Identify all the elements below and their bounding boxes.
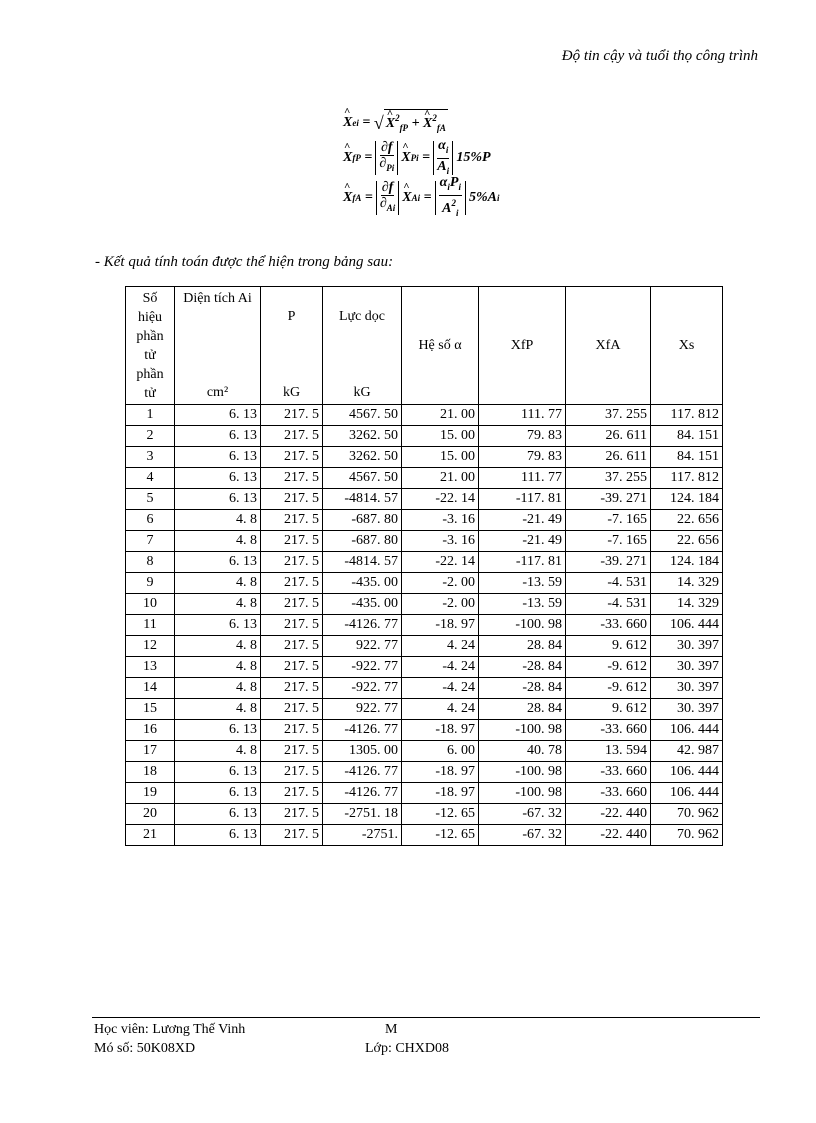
table-cell: -100. 98 xyxy=(479,720,566,741)
table-cell: -39. 271 xyxy=(566,552,651,573)
table-cell: 217. 5 xyxy=(261,426,323,447)
table-cell: 217. 5 xyxy=(261,615,323,636)
table-cell: 106. 444 xyxy=(651,720,723,741)
table-cell: 4. 24 xyxy=(402,636,479,657)
table-row xyxy=(126,447,723,468)
table-cell: -2. 00 xyxy=(402,594,479,615)
table-cell: 19 xyxy=(126,783,175,804)
table-cell: 6. 13 xyxy=(175,489,261,510)
table-cell: -7. 165 xyxy=(566,510,651,531)
table-row xyxy=(126,426,723,447)
table-cell: 79. 83 xyxy=(479,426,566,447)
table-cell: 4 xyxy=(126,468,175,489)
table-cell: 21. 00 xyxy=(402,405,479,426)
formula-block xyxy=(343,108,603,218)
table-cell: 217. 5 xyxy=(261,678,323,699)
table-header-row xyxy=(126,287,723,405)
table-cell: 15. 00 xyxy=(402,447,479,468)
table-cell: -117. 81 xyxy=(479,552,566,573)
table-cell: 217. 5 xyxy=(261,573,323,594)
table-cell: 70. 962 xyxy=(651,804,723,825)
header-alpha: Hệ số α xyxy=(402,287,479,405)
table-cell: -922. 77 xyxy=(323,678,402,699)
table-cell: -18. 97 xyxy=(402,762,479,783)
table-cell: 26. 611 xyxy=(566,447,651,468)
table-cell: 28. 84 xyxy=(479,699,566,720)
table-cell: -922. 77 xyxy=(323,657,402,678)
table-cell: 217. 5 xyxy=(261,804,323,825)
table-cell: 84. 151 xyxy=(651,447,723,468)
table-row xyxy=(126,615,723,636)
table-cell: 79. 83 xyxy=(479,447,566,468)
table-row xyxy=(126,657,723,678)
table-cell: 217. 5 xyxy=(261,594,323,615)
table-cell: 2 xyxy=(126,426,175,447)
table-row xyxy=(126,804,723,825)
table-cell: -13. 59 xyxy=(479,594,566,615)
table-cell: 13. 594 xyxy=(566,741,651,762)
formula-row-2: ^ X fP = $\frac{\partial f}{\partial_{Pi}}$ ^ X Pi = $\frac{\alpha_i}{A_i}$ 15%P xyxy=(343,138,603,178)
table-cell: 14 xyxy=(126,678,175,699)
table-cell: 922. 77 xyxy=(323,699,402,720)
table-cell: 30. 397 xyxy=(651,636,723,657)
table-cell: 106. 444 xyxy=(651,615,723,636)
table-cell: 21. 00 xyxy=(402,468,479,489)
table-cell: -7. 165 xyxy=(566,531,651,552)
table-row xyxy=(126,720,723,741)
table-row xyxy=(126,762,723,783)
table-row xyxy=(126,825,723,846)
table-cell: 217. 5 xyxy=(261,720,323,741)
table-cell: 217. 5 xyxy=(261,552,323,573)
table-cell: 117. 812 xyxy=(651,468,723,489)
table-cell: -100. 98 xyxy=(479,762,566,783)
table-cell: 10 xyxy=(126,594,175,615)
table-cell: 111. 77 xyxy=(479,468,566,489)
table-cell: -12. 65 xyxy=(402,804,479,825)
table-cell: -28. 84 xyxy=(479,678,566,699)
footer-code: Mó số: 50K08XD xyxy=(94,1041,196,1056)
table-cell: 3262. 50 xyxy=(323,426,402,447)
table-cell: 217. 5 xyxy=(261,762,323,783)
table-cell: 4. 8 xyxy=(175,657,261,678)
formula-row-3: ^ X fA = $\frac{\partial f}{\partial_{Ai}}$ ^ X Ai = $\frac{\alpha_iP_i}{A^2_i}$ 5%A i xyxy=(343,178,603,218)
page-header-title: Độ tin cậy và tuổi thọ công trình xyxy=(561,48,758,64)
table-cell: -12. 65 xyxy=(402,825,479,846)
table-cell: 37. 255 xyxy=(566,405,651,426)
table-cell: 217. 5 xyxy=(261,405,323,426)
table-cell: 217. 5 xyxy=(261,636,323,657)
table-cell: -33. 660 xyxy=(566,783,651,804)
footer-m: M xyxy=(385,1022,398,1037)
table-cell: 26. 611 xyxy=(566,426,651,447)
table-cell: -18. 97 xyxy=(402,783,479,804)
table-cell: -2751. xyxy=(323,825,402,846)
table-cell: 37. 255 xyxy=(566,468,651,489)
table-cell: 9. 612 xyxy=(566,699,651,720)
table-cell: -67. 32 xyxy=(479,804,566,825)
formula-row-1: ^ X ei = √ ^ $X^2_{fP}$ + ^ $X^2_{fA}$ xyxy=(343,108,603,138)
table-cell: -3. 16 xyxy=(402,531,479,552)
table-cell: 12 xyxy=(126,636,175,657)
table-cell: 21 xyxy=(126,825,175,846)
table-cell: 4567. 50 xyxy=(323,468,402,489)
table-cell: 70. 962 xyxy=(651,825,723,846)
table-cell: 7 xyxy=(126,531,175,552)
table-cell: 28. 84 xyxy=(479,636,566,657)
table-row xyxy=(126,783,723,804)
table-cell: -33. 660 xyxy=(566,762,651,783)
table-cell: 42. 987 xyxy=(651,741,723,762)
table-row xyxy=(126,594,723,615)
table-cell: -3. 16 xyxy=(402,510,479,531)
table-cell: 6. 13 xyxy=(175,615,261,636)
table-cell: 4. 8 xyxy=(175,678,261,699)
table-cell: 6. 13 xyxy=(175,762,261,783)
table-cell: -100. 98 xyxy=(479,783,566,804)
table-cell: 106. 444 xyxy=(651,783,723,804)
header-xs: Xs xyxy=(651,287,723,405)
table-row xyxy=(126,699,723,720)
intro-text: - Kết quả tính toán được thể hiện trong bảng sau: xyxy=(95,254,394,270)
table-cell: -28. 84 xyxy=(479,657,566,678)
table-cell: 6. 13 xyxy=(175,426,261,447)
table-cell: 15 xyxy=(126,699,175,720)
footer-divider xyxy=(92,1017,760,1018)
table-cell: 217. 5 xyxy=(261,783,323,804)
table-cell: 4. 8 xyxy=(175,510,261,531)
table-cell: -21. 49 xyxy=(479,510,566,531)
table-cell: -4. 531 xyxy=(566,594,651,615)
table-cell: -33. 660 xyxy=(566,720,651,741)
table-row xyxy=(126,489,723,510)
table-cell: 6. 13 xyxy=(175,825,261,846)
table-row xyxy=(126,510,723,531)
table-cell: 9. 612 xyxy=(566,636,651,657)
table-cell: -100. 98 xyxy=(479,615,566,636)
table-cell: 1305. 00 xyxy=(323,741,402,762)
table-cell: 3 xyxy=(126,447,175,468)
table-cell: -22. 440 xyxy=(566,825,651,846)
table-cell: -4814. 57 xyxy=(323,552,402,573)
table-cell: 111. 77 xyxy=(479,405,566,426)
table-cell: 217. 5 xyxy=(261,825,323,846)
table-cell: 14. 329 xyxy=(651,573,723,594)
table-cell: 106. 444 xyxy=(651,762,723,783)
table-cell: 18 xyxy=(126,762,175,783)
table-cell: 117. 812 xyxy=(651,405,723,426)
table-cell: -117. 81 xyxy=(479,489,566,510)
table-cell: 8 xyxy=(126,552,175,573)
table-cell: -18. 97 xyxy=(402,720,479,741)
table-cell: 217. 5 xyxy=(261,447,323,468)
table-row xyxy=(126,531,723,552)
table-cell: 922. 77 xyxy=(323,636,402,657)
table-row xyxy=(126,468,723,489)
table-cell: 30. 397 xyxy=(651,678,723,699)
table-cell: -18. 97 xyxy=(402,615,479,636)
table-cell: -21. 49 xyxy=(479,531,566,552)
table-cell: 6. 00 xyxy=(402,741,479,762)
header-xfp: XfP xyxy=(479,287,566,405)
table-cell: 217. 5 xyxy=(261,657,323,678)
table-cell: -435. 00 xyxy=(323,594,402,615)
table-cell: 124. 184 xyxy=(651,552,723,573)
header-axial-force: Lực dọc kG xyxy=(323,287,402,405)
table-row xyxy=(126,405,723,426)
table-cell: 14. 329 xyxy=(651,594,723,615)
table-cell: 4. 24 xyxy=(402,699,479,720)
header-area: Diện tích Ai cm² xyxy=(175,287,261,405)
table-row xyxy=(126,741,723,762)
table-cell: -4126. 77 xyxy=(323,615,402,636)
table-cell: 124. 184 xyxy=(651,489,723,510)
table-cell: 217. 5 xyxy=(261,699,323,720)
table-cell: 5 xyxy=(126,489,175,510)
table-cell: 4. 8 xyxy=(175,573,261,594)
table-cell: 4. 8 xyxy=(175,699,261,720)
table-cell: -13. 59 xyxy=(479,573,566,594)
table-cell: -2. 00 xyxy=(402,573,479,594)
table-cell: 4567. 50 xyxy=(323,405,402,426)
table-cell: 20 xyxy=(126,804,175,825)
table-cell: -33. 660 xyxy=(566,615,651,636)
table-cell: -4126. 77 xyxy=(323,762,402,783)
footer-class: Lớp: CHXD08 xyxy=(365,1041,450,1056)
table-cell: 17 xyxy=(126,741,175,762)
table-cell: -4126. 77 xyxy=(323,720,402,741)
table-cell: -9. 612 xyxy=(566,678,651,699)
table-cell: 6. 13 xyxy=(175,804,261,825)
table-cell: -9. 612 xyxy=(566,657,651,678)
table-cell: 84. 151 xyxy=(651,426,723,447)
table-cell: 16 xyxy=(126,720,175,741)
footer-student: Học viên: Lương Thế Vinh xyxy=(94,1022,246,1037)
table-cell: 4. 8 xyxy=(175,594,261,615)
table-cell: 6. 13 xyxy=(175,552,261,573)
table-cell: -4. 24 xyxy=(402,657,479,678)
results-table xyxy=(125,286,723,846)
table-row xyxy=(126,636,723,657)
table-cell: -22. 440 xyxy=(566,804,651,825)
table-cell: 4. 8 xyxy=(175,741,261,762)
table-cell: 217. 5 xyxy=(261,468,323,489)
table-row xyxy=(126,678,723,699)
table-cell: 15. 00 xyxy=(402,426,479,447)
table-cell: -4814. 57 xyxy=(323,489,402,510)
table-cell: 40. 78 xyxy=(479,741,566,762)
table-cell: -22. 14 xyxy=(402,552,479,573)
table-cell: 9 xyxy=(126,573,175,594)
table-row xyxy=(126,573,723,594)
table-cell: 3262. 50 xyxy=(323,447,402,468)
table-cell: -435. 00 xyxy=(323,573,402,594)
table-cell: 30. 397 xyxy=(651,657,723,678)
table-cell: -687. 80 xyxy=(323,510,402,531)
table-cell: -4. 531 xyxy=(566,573,651,594)
table-row xyxy=(126,552,723,573)
table-cell: 4. 8 xyxy=(175,531,261,552)
table-cell: -4126. 77 xyxy=(323,783,402,804)
table-cell: -687. 80 xyxy=(323,531,402,552)
table-cell: 22. 656 xyxy=(651,531,723,552)
table-cell: 6. 13 xyxy=(175,468,261,489)
table-cell: 1 xyxy=(126,405,175,426)
table-cell: 217. 5 xyxy=(261,489,323,510)
table-cell: -67. 32 xyxy=(479,825,566,846)
table-cell: 6. 13 xyxy=(175,720,261,741)
table-cell: 6 xyxy=(126,510,175,531)
table-cell: 22. 656 xyxy=(651,510,723,531)
table-cell: 217. 5 xyxy=(261,741,323,762)
table-cell: 6. 13 xyxy=(175,405,261,426)
table-cell: 217. 5 xyxy=(261,510,323,531)
table-cell: 11 xyxy=(126,615,175,636)
table-cell: -22. 14 xyxy=(402,489,479,510)
table-cell: 217. 5 xyxy=(261,531,323,552)
table-cell: 6. 13 xyxy=(175,447,261,468)
table-cell: -39. 271 xyxy=(566,489,651,510)
header-p: P kG xyxy=(261,287,323,405)
table-cell: -2751. 18 xyxy=(323,804,402,825)
table-cell: 6. 13 xyxy=(175,783,261,804)
table-cell: 4. 8 xyxy=(175,636,261,657)
table-cell: -4. 24 xyxy=(402,678,479,699)
table-cell: 13 xyxy=(126,657,175,678)
header-xfa: XfA xyxy=(566,287,651,405)
table-cell: 30. 397 xyxy=(651,699,723,720)
header-element-number: Số hiệu phần tử phần tử xyxy=(126,287,175,405)
